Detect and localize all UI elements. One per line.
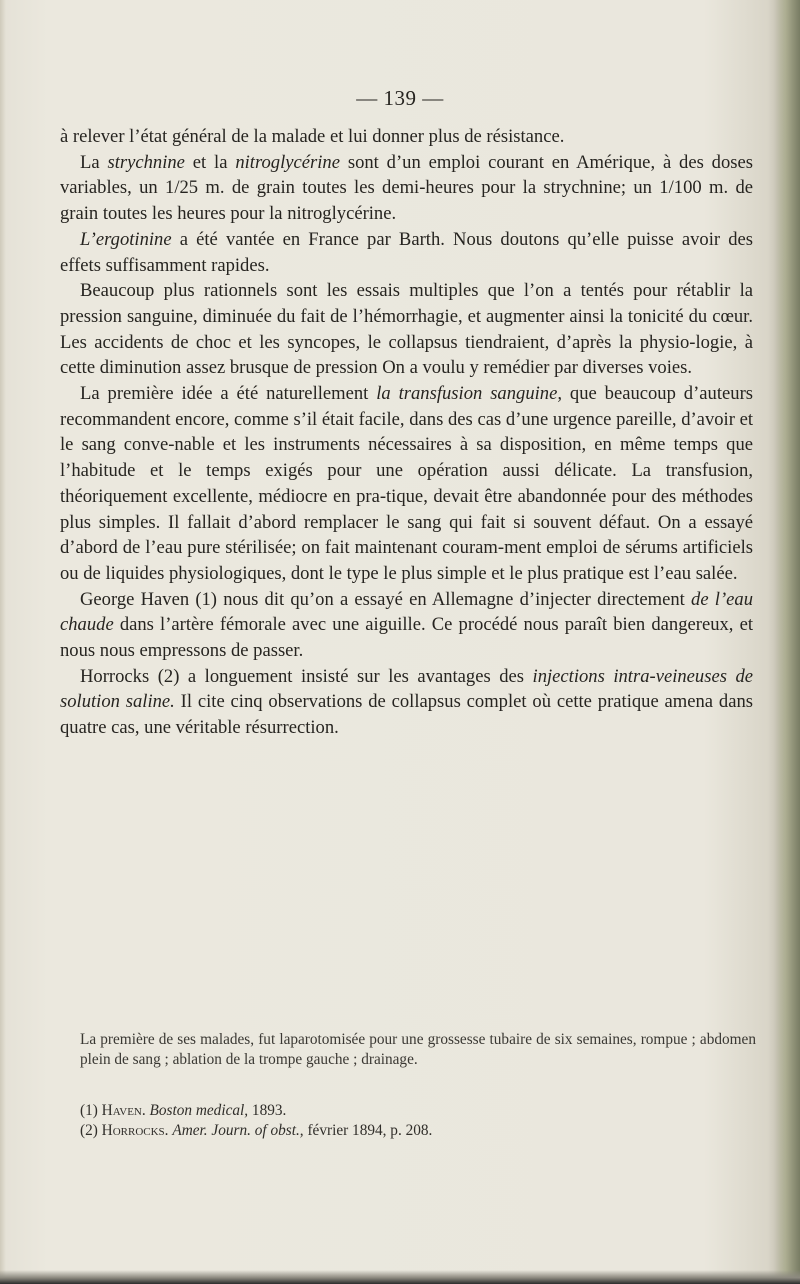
term-ergotinine: L’ergotinine [80, 228, 172, 250]
footnote-1: (1) Haven. Boston medical, 1893. [80, 1102, 287, 1119]
term-strychnine: strychnine [107, 151, 185, 173]
page-number: — 139 — [356, 86, 444, 110]
footnote-2-source: Amer. Journ. of obst., [172, 1121, 304, 1139]
footnotes [80, 1101, 756, 1140]
paragraph-transfusion: La première idée a été naturellement la transfusion sanguine, que beaucoup d’auteurs recommandent encore, comme s’il était facile, dans des cas d’une urgence pareille, d’avoir et le sang conve-nable et les instruments nécessaires à sa disposition, en même temps que l’habitude et le temps exigés pour une opération aussi délicate. La transfusion, théoriquement excellente, médiocre en pra-tique, devait être abandonnée pour des méthodes plus simples. Il fallait d’abord remplacer le sang qui fait si souvent défaut. On a essayé d’abord de l’eau pure stérilisée; on fait maintenant couram-ment emploi de sérums artificiels ou de liquides physiologiques, dont le type le plus simple et le plus pratique est l’eau salée. [60, 383, 753, 584]
footnote-2-author: Horrocks. [101, 1121, 169, 1139]
term-injections: injections intra-veineuses de solution saline. [60, 665, 754, 713]
footnote-2: (2) Horrocks. Amer. Journ. of obst., février 1894, p. 208. [80, 1121, 433, 1139]
term-nitroglycerine: nitroglycérine [235, 151, 340, 173]
term-transfusion: la transfusion sanguine, [376, 383, 562, 405]
footnote-1-author: Haven. [101, 1102, 146, 1119]
page-left-edge [0, 0, 6, 1284]
footnote-1-source: Boston medical, [149, 1102, 249, 1119]
paragraph-strychnine: La strychnine et la nitroglycérine sont d’un emploi courant en Amérique, à des doses variables, un 1/25 m. de grain toutes les demi-heures pour la strychnine; un 1/100 m. de grain toutes les heures pour la nitroglycérine. [60, 151, 753, 225]
case-note-text: La première de ses malades, fut laparotomisée pour une grossesse tubaire de six semaines, rompue ; abdomen plein de sang ; ablation de la trompe gauche ; drainage. [80, 1031, 756, 1068]
paragraph-horrocks: Horrocks (2) a longuement insisté sur les avantages des injections intra-veineuses de solution saline. Il cite cinq observations de collapsus complet où cette pratique amena dans quatre cas, une véritable résurrection. [60, 665, 754, 739]
page-right-edge [774, 0, 800, 1284]
paragraph-haven: George Haven (1) nous dit qu’on a essayé en Allemagne d’injecter directement de l’eau chaude dans l’artère fémorale avec une aiguille. Ce procédé nous paraît bien dangereux, et nous nous empressons de passer. [60, 588, 753, 662]
main-text [60, 124, 753, 741]
paragraph-pression: Beaucoup plus rationnels sont les essais multiples que l’on a tentés pour rétablir la pression sanguine, diminuée du fait de l’hémorrhagie, et augmenter ainsi la tonicité du cœur. Les accidents de choc et les syncopes, le collapsus tiendraient, d’après la physio-logie, à cette diminution assez brusque de pression On a voulu y remédier par diverses voies. [60, 280, 753, 379]
paragraph-ergotinine: L’ergotinine a été vantée en France par Barth. Nous doutons qu’elle puisse avoir des effets suffisamment rapides. [60, 228, 753, 276]
term-eau-chaude: de l’eau chaude [60, 588, 753, 636]
paragraph-continuation: à relever l’état général de la malade et lui donner plus de résistance. [60, 126, 565, 147]
case-note [80, 1030, 756, 1069]
page-bottom-edge [0, 1270, 800, 1284]
